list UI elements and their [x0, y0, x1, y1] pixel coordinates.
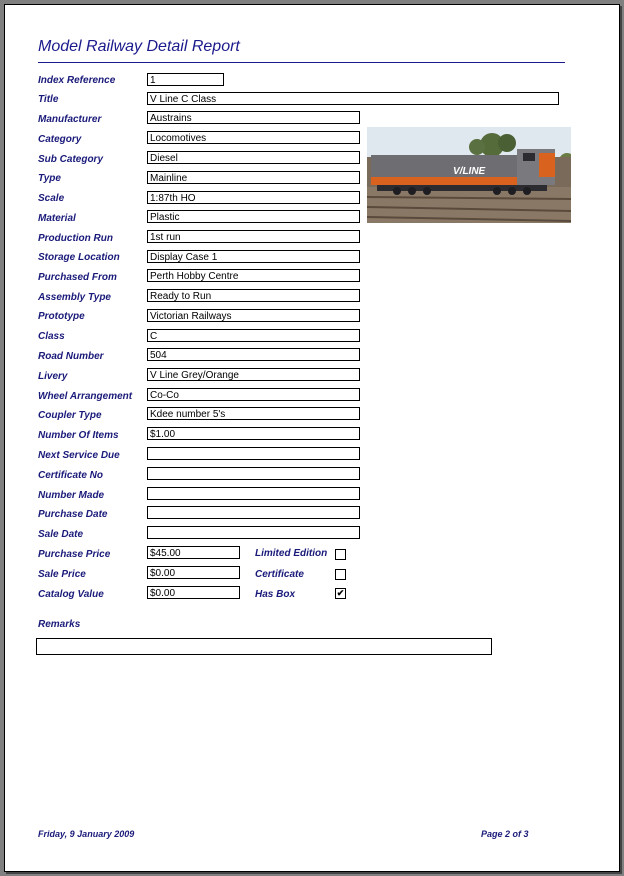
title-rule [38, 62, 565, 63]
footer-date: Friday, 9 January 2009 [38, 829, 135, 839]
label-manufacturer: Manufacturer [38, 114, 102, 125]
label-scale: Scale [38, 193, 65, 204]
report-title: Model Railway Detail Report [38, 38, 240, 55]
value-type: Mainline [147, 171, 360, 184]
label-type: Type [38, 173, 61, 184]
report-page [4, 4, 620, 872]
value-production-run: 1st run [147, 230, 360, 243]
label-certificate-no: Certificate No [38, 470, 104, 481]
label-prototype: Prototype [38, 311, 85, 322]
label-coupler-type: Coupler Type [38, 410, 102, 421]
value-sale-date [147, 526, 360, 539]
label-purchase-date: Purchase Date [38, 509, 108, 520]
value-purchase-price: $45.00 [147, 546, 240, 559]
label-title: Title [38, 94, 59, 105]
value-number-made [147, 487, 360, 500]
label-road-number: Road Number [38, 351, 104, 362]
value-road-number: 504 [147, 348, 360, 361]
label-sub-category: Sub Category [38, 154, 104, 165]
label-sale-date: Sale Date [38, 529, 84, 540]
value-remarks [36, 638, 492, 655]
label-number-of-items: Number Of Items [38, 430, 119, 441]
label-certificate: Certificate [255, 569, 304, 580]
label-remarks: Remarks [38, 619, 81, 630]
value-sale-price: $0.00 [147, 566, 240, 579]
label-wheel-arrangement: Wheel Arrangement [38, 391, 133, 402]
value-index-reference: 1 [147, 73, 224, 86]
value-coupler-type: Kdee number 5's [147, 407, 360, 420]
label-production-run: Production Run [38, 233, 113, 244]
value-manufacturer: Austrains [147, 111, 360, 124]
label-number-made: Number Made [38, 490, 105, 501]
value-category: Locomotives [147, 131, 360, 144]
label-limited-edition: Limited Edition [255, 548, 328, 559]
checkbox-limited-edition [335, 549, 346, 560]
label-material: Material [38, 213, 76, 224]
vline-logo: V/LINE [453, 166, 486, 177]
label-next-service-due: Next Service Due [38, 450, 120, 461]
label-sale-price: Sale Price [38, 569, 86, 580]
value-class: C [147, 329, 360, 342]
label-assembly-type: Assembly Type [38, 292, 111, 303]
label-purchased-from: Purchased From [38, 272, 117, 283]
value-purchase-date [147, 506, 360, 519]
value-scale: 1:87th HO [147, 191, 360, 204]
value-livery: V Line Grey/Orange [147, 368, 360, 381]
label-storage-location: Storage Location [38, 252, 120, 263]
value-certificate-no [147, 467, 360, 480]
value-number-of-items: $1.00 [147, 427, 360, 440]
label-catalog-value: Catalog Value [38, 589, 104, 600]
value-wheel-arrangement: Co-Co [147, 388, 360, 401]
label-index-reference: Index Reference [38, 75, 116, 86]
value-material: Plastic [147, 210, 360, 223]
locomotive-photo [367, 127, 571, 223]
label-purchase-price: Purchase Price [38, 549, 111, 560]
value-next-service-due [147, 447, 360, 460]
value-purchased-from: Perth Hobby Centre [147, 269, 360, 282]
footer-page-number: Page 2 of 3 [481, 829, 529, 839]
value-assembly-type: Ready to Run [147, 289, 360, 302]
value-storage-location: Display Case 1 [147, 250, 360, 263]
value-catalog-value: $0.00 [147, 586, 240, 599]
checkbox-certificate [335, 569, 346, 580]
value-prototype: Victorian Railways [147, 309, 360, 322]
value-sub-category: Diesel [147, 151, 360, 164]
label-has-box: Has Box [255, 589, 296, 600]
label-class: Class [38, 331, 65, 342]
label-category: Category [38, 134, 82, 145]
value-title: V Line C Class [147, 92, 559, 105]
label-livery: Livery [38, 371, 68, 382]
checkbox-has-box: ✔ [336, 588, 345, 598]
